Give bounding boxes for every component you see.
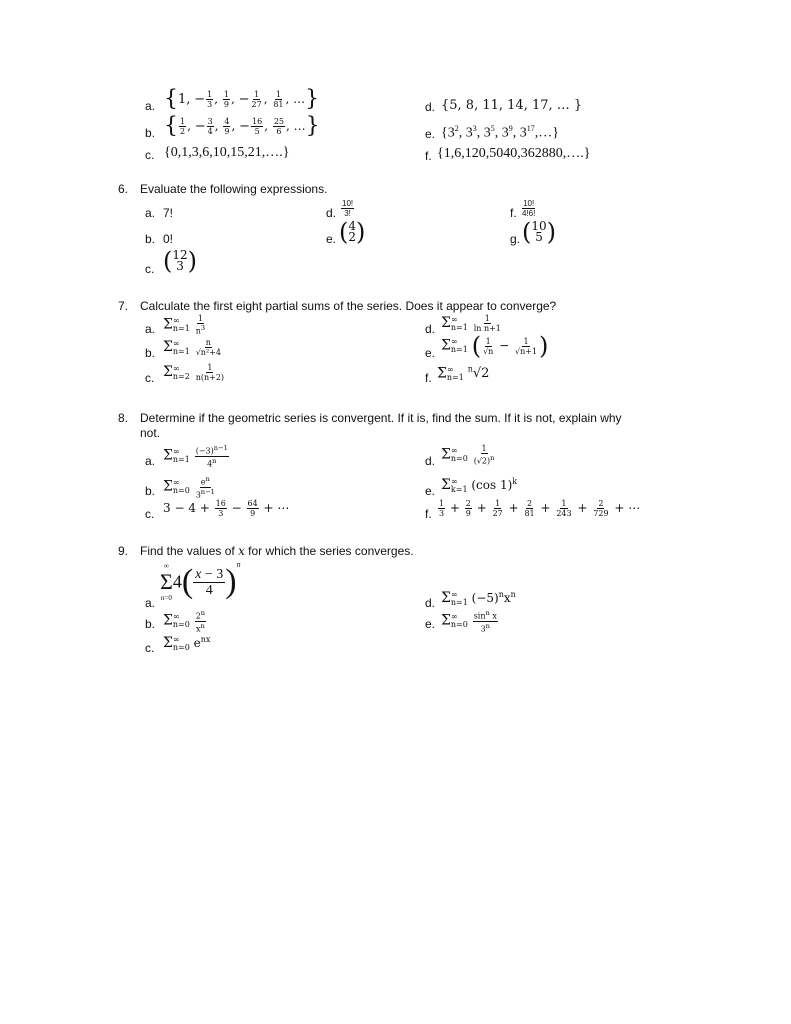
q9-e-expression: Σ ∞ n=0 $\frac{\sin^n x}{3^n}$ — [441, 609, 497, 634]
q6-g-label: g. — [510, 232, 521, 246]
q6-g-bottom: 5 — [535, 230, 543, 244]
q8-prompt-line2: not. — [140, 426, 161, 440]
q5-e-label: e. — [425, 127, 436, 141]
q9-a-expression: ∞ Σ n=0 4( $\frac{x - 3}{4}$ )$^n$ — [160, 560, 241, 602]
q6-d-label: d. — [326, 206, 337, 220]
q5-c-expression: {0,1,3,6,10,15,21,….} — [164, 145, 290, 160]
q9-b-label: b. — [145, 617, 156, 631]
q5-d-expression: {5, 8, 11, 14, 17, … } — [441, 98, 583, 113]
q8-f-expression: $\frac{1}{3}$ + $\frac{2}{9}$ + $\frac{1}{27}$ + $\frac{2}{81}$ + $\frac{1}{243}$ + $\frac{2}{729}$ + ⋯ — [439, 499, 641, 518]
q7-number: 7. — [118, 299, 129, 313]
q6-f-expression — [520, 199, 537, 218]
q9-a-label: a. — [145, 596, 156, 610]
q7-b-label: b. — [145, 346, 156, 360]
q6-c-label: c. — [145, 262, 155, 276]
q8-d-label: d. — [425, 454, 436, 468]
q8-a-expression: Σ ∞ n=1 $\frac{(-3)^{n-1}}{4^n}$ — [163, 444, 228, 469]
q8-a-label: a. — [145, 454, 156, 468]
q5-b-label: b. — [145, 126, 156, 140]
q7-prompt: Calculate the first eight partial sums of the series. Does it appear to converge? — [140, 299, 557, 313]
q5-a-expression: {1, − $\frac{1}{3}$ , $\frac{1}{9}$ , − $\frac{1}{27}$ , $\frac{1}{81}$ , …} — [164, 86, 320, 112]
q9-b-expression: Σ ∞ n=0 $\frac{2^n}{x^n}$ — [163, 609, 206, 634]
q8-b-label: b. — [145, 484, 156, 498]
q8-c-label: c. — [145, 507, 155, 521]
q7-d-expression: Σ ∞ n=1 $\frac{1}{\text{ln n+1}}$ — [441, 314, 501, 333]
q6-a-expression: 7! — [163, 206, 174, 220]
q6-e-top: 4 — [348, 219, 357, 233]
q9-d-label: d. — [425, 596, 436, 610]
q5-a-label: a. — [145, 99, 156, 113]
q6-b-label: b. — [145, 232, 156, 246]
q6-number: 6. — [118, 182, 129, 196]
q7-e-expression: Σ ∞ n=1 ( $\frac{1}{√n}$ − $\frac{1}{√n+1}$ ) — [441, 332, 549, 360]
q8-e-label: e. — [425, 484, 436, 498]
q6-f-label: f. — [510, 206, 517, 220]
q7-e-label: e. — [425, 346, 436, 360]
q8-d-expression: Σ ∞ n=0 $\frac{1}{(√2)^n}$ — [441, 444, 495, 466]
q6-f-den: 4!6! — [522, 209, 536, 218]
q6-e-label: e. — [326, 232, 337, 246]
q9-c-expression: Σ ∞ n=0 $e^{nx}$ — [163, 634, 211, 652]
q6-d-den: 3! — [344, 209, 351, 218]
q7-c-expression: Σ ∞ n=2 $\frac{1}{n(n+2)}$ — [163, 363, 225, 382]
q7-a-label: a. — [145, 322, 156, 336]
q7-d-label: d. — [425, 322, 436, 336]
q8-number: 8. — [118, 411, 129, 425]
q6-c-expression: ( 12 3 ) — [163, 247, 198, 275]
q5-f-label: f. — [425, 149, 432, 163]
q5-e-expression: {$3^2$, $3^3$, $3^5$, $3^9$, $3^{17},\dots$} — [441, 124, 559, 141]
q6-c-top: 12 — [172, 248, 188, 262]
q6-d-num: 10! — [342, 199, 354, 208]
q7-c-label: c. — [145, 371, 155, 385]
q6-prompt: Evaluate the following expressions. — [140, 182, 328, 196]
q8-c-expression: 3 − 4 + $\frac{16}{3}$ − $\frac{64}{9}$ + ⋯ — [163, 499, 290, 518]
q9-prompt: Find the values of x for which the series converges. — [140, 544, 414, 558]
q7-a-expression: Σ ∞ n=1 $\frac{1}{n^3}$ — [163, 314, 206, 336]
q5-f-expression: {1,6,120,5040,362880,….} — [437, 146, 591, 161]
q8-f-label: f. — [425, 507, 432, 521]
q9-d-expression: Σ ∞ n=1 $(-5)^nx^n$ — [441, 589, 516, 607]
q6-d-expression — [340, 199, 355, 218]
q6-f-num: 10! — [523, 199, 535, 208]
q6-g-expression: ( 10 5 ) — [522, 218, 557, 246]
q6-c-bottom: 3 — [176, 259, 184, 273]
q6-a-label: a. — [145, 206, 156, 220]
q6-g-top: 10 — [531, 219, 547, 233]
q9-e-label: e. — [425, 617, 436, 631]
q6-e-expression: ( 4 2 ) — [339, 218, 366, 246]
q7-f-label: f. — [425, 371, 432, 385]
q8-prompt-line1: Determine if the geometric series is convergent. If it is, find the sum. If it is not, explain why — [140, 411, 622, 425]
q7-f-expression: Σ ∞ n=1 $^n$√2 — [437, 364, 490, 382]
q8-b-expression: Σ ∞ n=0 $\frac{e^n}{3^{n-1}}$ — [163, 475, 215, 500]
q5-d-label: d. — [425, 100, 436, 114]
q8-e-expression: Σ ∞ k=1 (cos 1)$^k$ — [441, 476, 518, 494]
q6-b-expression: 0! — [163, 232, 174, 246]
q7-b-expression: Σ ∞ n=1 $\frac{n}{\text{√n²+4}}$ — [163, 338, 221, 357]
q5-b-expression: { $\frac{1}{2}$ , − $\frac{3}{4}$ , $\frac{4}{9}$ , − $\frac{16}{5}$ , $\frac{25}{6}$ , …} — [164, 113, 320, 139]
q6-e-bottom: 2 — [348, 230, 357, 244]
q9-number: 9. — [118, 544, 129, 558]
q9-c-label: c. — [145, 641, 155, 655]
q5-c-label: c. — [145, 148, 155, 162]
